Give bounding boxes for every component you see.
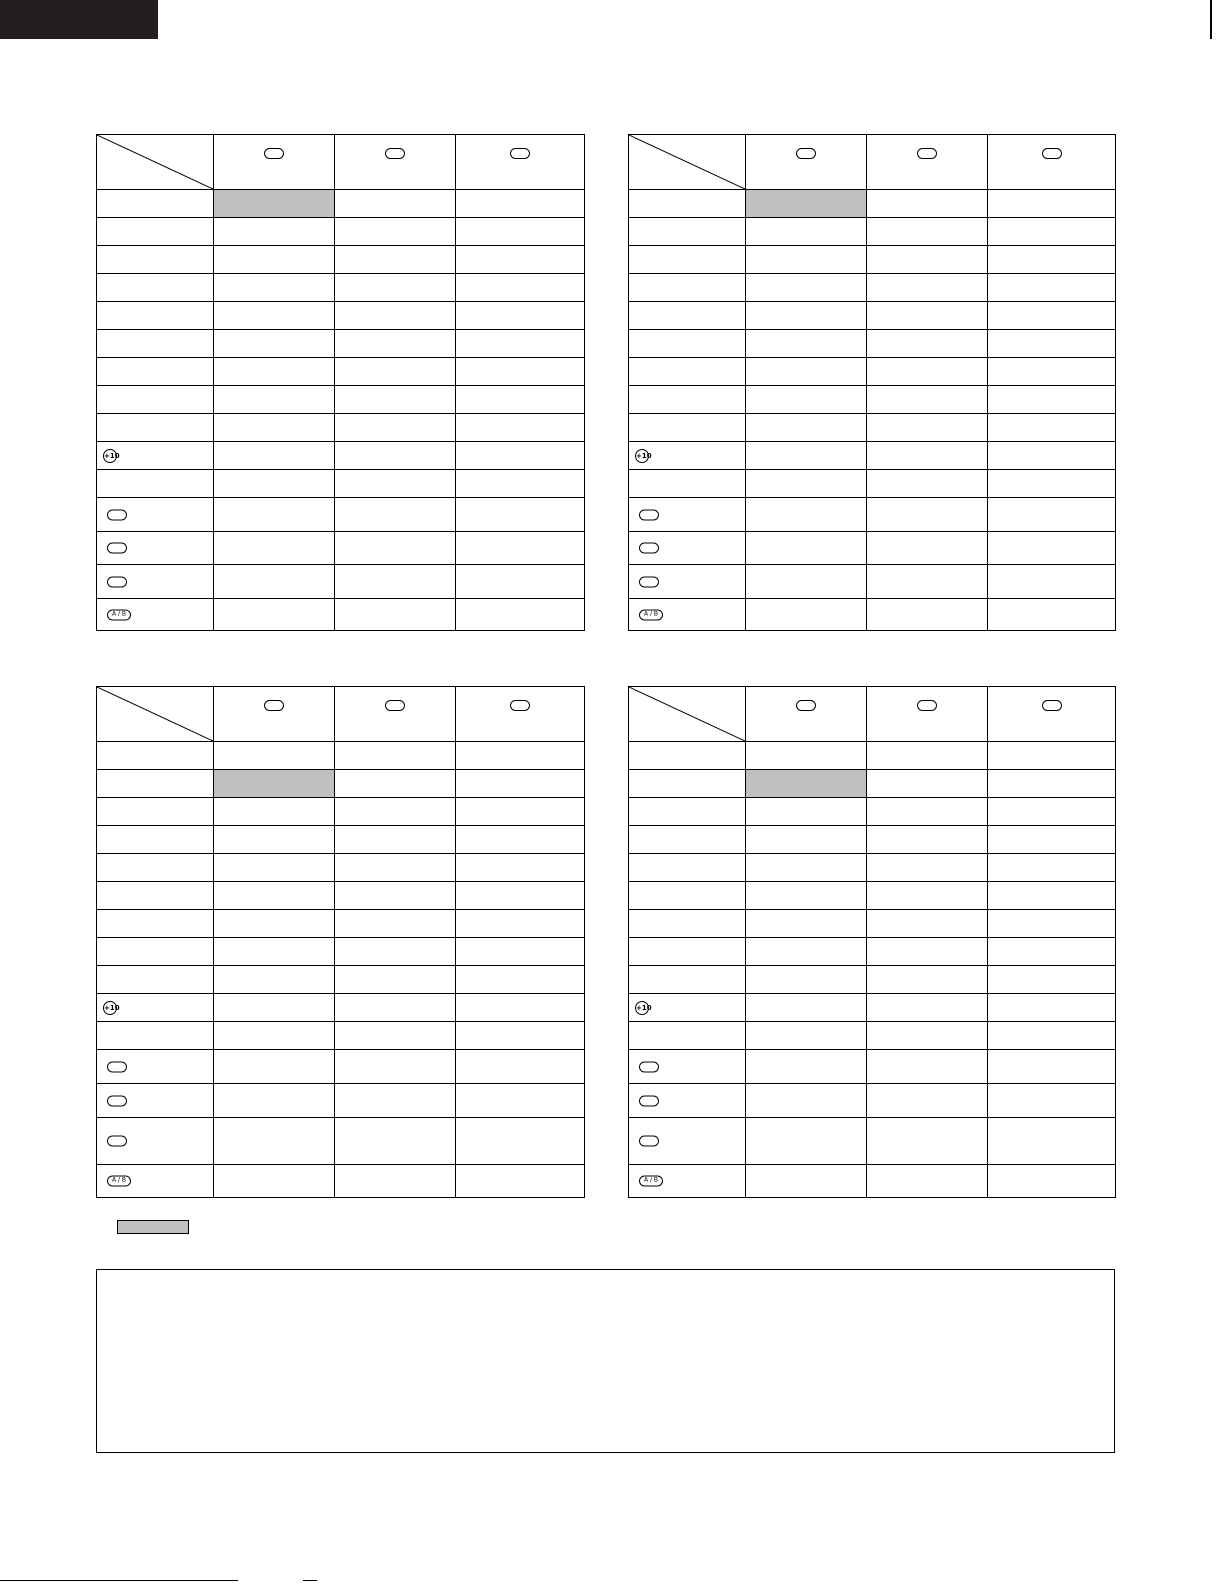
settings-table-bottom-left [96,686,585,1198]
table-row [629,1118,1116,1165]
rounded-button-icon [639,1095,659,1106]
rounded-button-icon [639,543,659,554]
rounded-button-icon [107,1061,127,1072]
table-row [629,442,1116,470]
table-row [629,742,1116,770]
table-row [97,1165,585,1198]
table-row [97,246,585,274]
table-row [629,854,1116,882]
column-header-2 [335,687,456,742]
rounded-button-icon [639,1136,659,1147]
table-row [629,910,1116,938]
a-b-button-icon: A / B [107,609,131,620]
rounded-button-icon [796,700,816,711]
settings-table-top-right [628,134,1116,631]
table-row [97,190,585,218]
rounded-button-icon [385,148,405,159]
table-row [629,274,1116,302]
table-row [97,532,585,565]
rounded-button-icon [639,509,659,520]
settings-table-bottom-right [628,686,1116,1198]
table-row [97,498,585,532]
table-row [629,302,1116,330]
table-row [97,358,585,386]
table-row [629,190,1116,218]
table-row [97,1118,585,1165]
column-header-3 [988,135,1116,190]
column-header-3 [456,135,585,190]
table-row [97,938,585,966]
table-row [97,854,585,882]
table-row [629,414,1116,442]
table-row [629,1165,1116,1198]
table-row [97,1022,585,1050]
table-header-row [97,135,585,190]
column-header-1 [746,687,867,742]
diagonal-corner-cell [97,687,214,742]
table-row [97,565,585,599]
table-row [97,470,585,498]
table-header-row [629,687,1116,742]
plus-10-button-icon: +10 [103,1001,117,1015]
table-row [97,826,585,854]
column-header-1 [746,135,867,190]
table-row [629,798,1116,826]
page-edge-tick [1210,0,1212,39]
column-header-2 [335,135,456,190]
table-row [629,246,1116,274]
footer-mark [303,1580,317,1581]
table-row [97,966,585,994]
table-row [629,938,1116,966]
plus-10-button-icon: +10 [103,449,117,463]
shaded-legend-swatch [117,1220,189,1234]
rounded-button-icon [264,700,284,711]
table-row [629,470,1116,498]
rounded-button-icon [639,1061,659,1072]
diagonal-corner-cell [97,135,214,190]
column-header-2 [867,135,988,190]
rounded-button-icon [385,700,405,711]
table-row [629,882,1116,910]
rounded-button-icon [107,1095,127,1106]
rounded-button-icon [510,700,530,711]
table-row [97,770,585,798]
rounded-button-icon [639,576,659,587]
table-row [97,882,585,910]
rounded-button-icon [107,1136,127,1147]
table-row [97,599,585,631]
plus-10-button-icon: +10 [635,1001,649,1015]
table-row [629,1084,1116,1118]
table-row [629,770,1116,798]
column-header-3 [988,687,1116,742]
settings-table-top-left [96,134,585,631]
rounded-button-icon [917,700,937,711]
rounded-button-icon [107,543,127,554]
table-row [97,994,585,1022]
table-row [97,218,585,246]
footer-rule [0,1580,238,1581]
table-row [629,498,1116,532]
table-row [97,386,585,414]
rounded-button-icon [510,148,530,159]
shaded-cell [214,190,335,218]
shaded-cell [746,770,867,798]
table-row [629,994,1116,1022]
table-row [629,218,1116,246]
column-header-1 [214,687,335,742]
shaded-cell [214,770,335,798]
table-row [629,358,1116,386]
table-row [97,1084,585,1118]
table-row [97,414,585,442]
rounded-button-icon [1042,148,1062,159]
shaded-cell [746,190,867,218]
diagonal-corner-cell [629,135,746,190]
table-row [629,532,1116,565]
table-row [629,966,1116,994]
table-row [629,386,1116,414]
rounded-button-icon [107,576,127,587]
column-header-1 [214,135,335,190]
rounded-button-icon [107,509,127,520]
table-row [629,1050,1116,1084]
table-row [629,330,1116,358]
diagonal-corner-cell [629,687,746,742]
table-row [97,330,585,358]
rounded-button-icon [796,148,816,159]
a-b-button-icon: A / B [639,1176,663,1187]
a-b-button-icon: A / B [107,1176,131,1187]
table-row [97,742,585,770]
table-row [97,302,585,330]
rounded-button-icon [264,148,284,159]
table-header-row [97,687,585,742]
table-row [97,1050,585,1084]
table-row [97,442,585,470]
notes-box [96,1269,1115,1453]
plus-10-button-icon: +10 [635,449,649,463]
table-header-row [629,135,1116,190]
page-corner-tab [0,0,158,39]
table-row [629,826,1116,854]
rounded-button-icon [917,148,937,159]
table-row [97,274,585,302]
table-row [629,599,1116,631]
table-row [629,565,1116,599]
table-row [97,798,585,826]
a-b-button-icon: A / B [639,609,663,620]
rounded-button-icon [1042,700,1062,711]
column-header-2 [867,687,988,742]
table-row [629,1022,1116,1050]
table-row [97,910,585,938]
column-header-3 [456,687,585,742]
